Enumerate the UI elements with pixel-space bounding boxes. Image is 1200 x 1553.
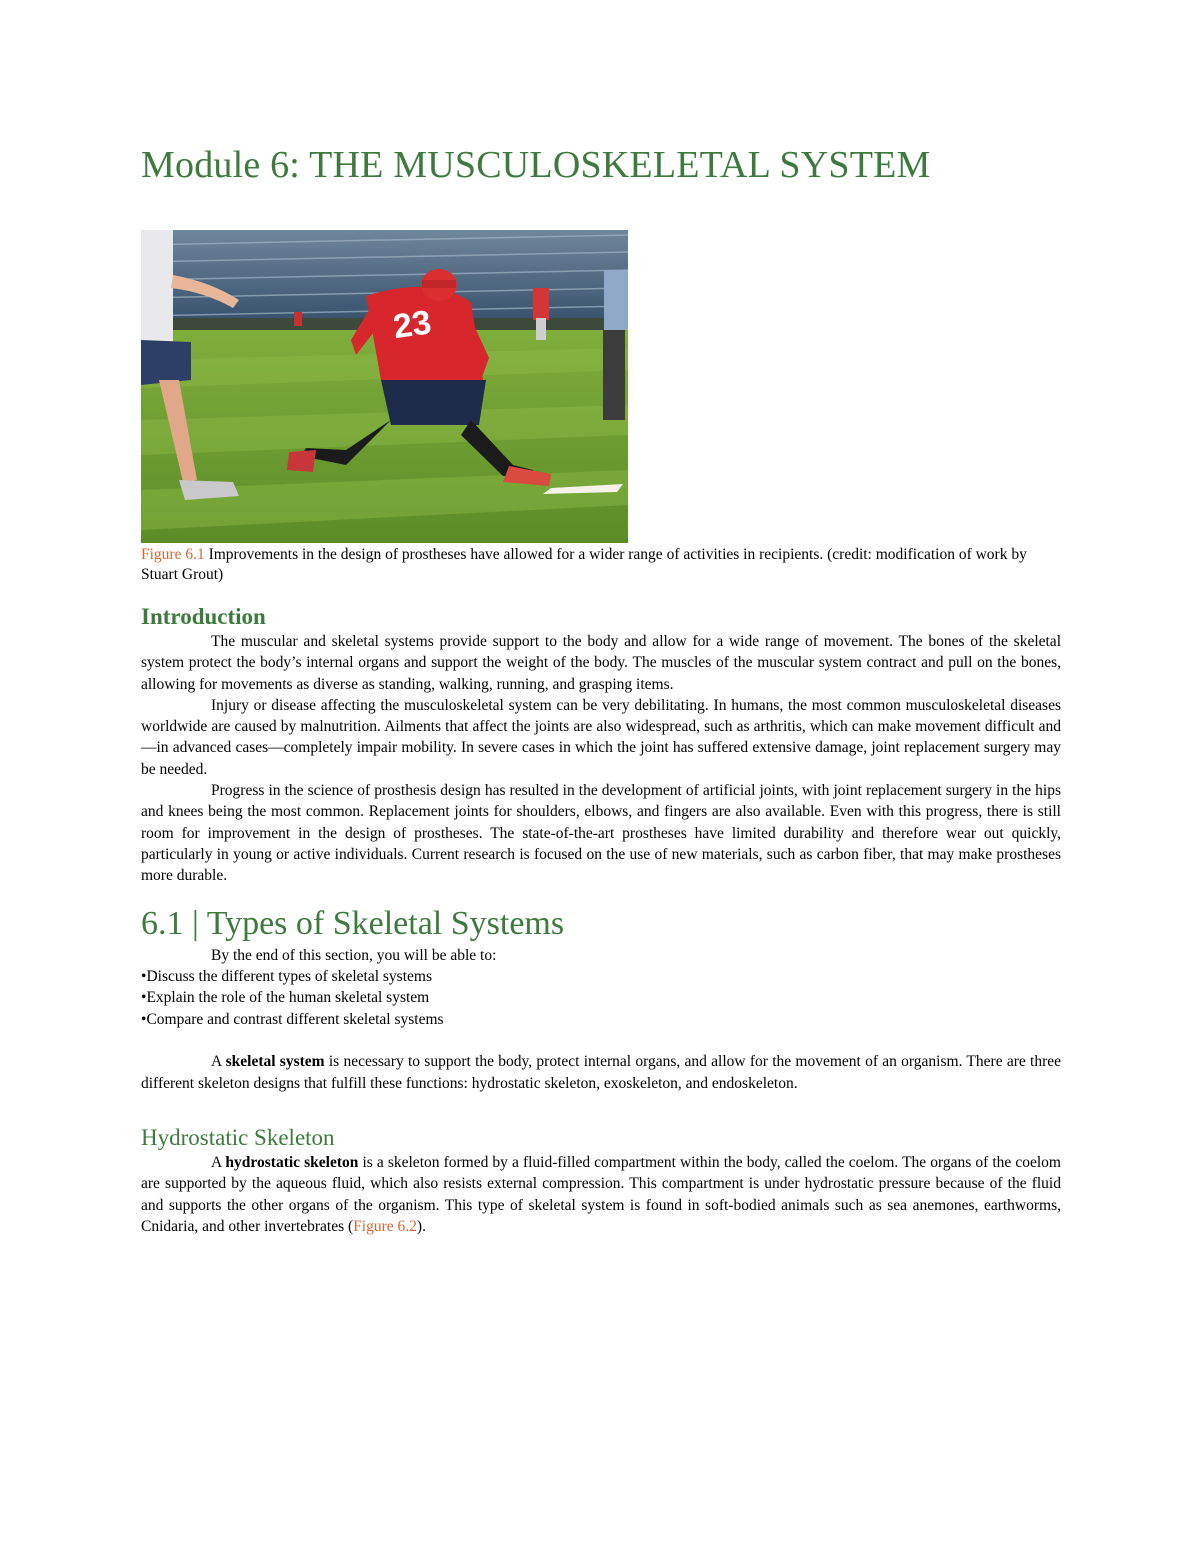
key-term-skeletal-system: skeletal system bbox=[225, 1053, 325, 1071]
objective-item: • Explain the role of the human skeletal system bbox=[141, 987, 1061, 1009]
intro-paragraph-3: Progress in the science of prosthesis design has resulted in the development of artificial joints, with joint replacement surgery in the hips and knees being the most common. Replacement joints for shoulders, elbows, and fingers are also available. Even with this progress, there is still room for improvement in the design of prostheses. The state-of-the-art prostheses have limited durability and therefore wear out quickly, particularly in young or active individuals. Current research is focused on the use of new materials, such as carbon fiber, that may make prostheses more durable. bbox=[141, 782, 1061, 885]
figure-6-1-photo bbox=[141, 230, 628, 543]
objectives-intro: By the end of this section, you will be able to: bbox=[211, 946, 497, 964]
hydrostatic-heading: Hydrostatic Skeleton bbox=[141, 1124, 335, 1150]
paragraph-text: is necessary to support the body, protect internal organs, and allow for the movement of an organism. There are three different skeleton designs that fulfill these functions: hydrostatic skeleton, exoskeleton, and endoskeleton. bbox=[141, 1053, 1062, 1092]
hydrostatic-paragraph bbox=[141, 1152, 1061, 1237]
figure-6-2-link[interactable]: Figure 6.2 bbox=[353, 1217, 417, 1235]
key-term-hydrostatic-skeleton: hydrostatic skeleton bbox=[225, 1153, 359, 1171]
objective-item: • Discuss the different types of skeletal systems bbox=[141, 966, 1061, 988]
objective-item: • Compare and contrast different skeletal systems bbox=[141, 1009, 1061, 1031]
jersey-number: 23 bbox=[390, 303, 434, 347]
skeletal-system-paragraph bbox=[141, 1051, 1061, 1094]
paragraph-text: A bbox=[211, 1153, 226, 1171]
page-content bbox=[141, 140, 1061, 1237]
figure-label: Figure 6.1 bbox=[141, 546, 205, 563]
intro-paragraph-2: Injury or disease affecting the musculoskeletal system can be very debilitating. In humans, the most common musculoskeletal diseases worldwide are caused by malnutrition. Ailments that affect the joints are also widespread, such as arthritis, which can make movement difficult and—in advanced cases—completely impair mobility. In severe cases in which the joint has suffered extensive damage, joint replacement surgery may be needed. bbox=[141, 696, 1061, 778]
learning-objectives-list bbox=[141, 966, 1061, 1031]
section-heading: 6.1 | Types of Skeletal Systems bbox=[141, 904, 565, 942]
module-title: Module 6: THE MUSCULOSKELETAL SYSTEM bbox=[141, 144, 931, 186]
baseball-prosthesis-photo bbox=[141, 230, 628, 543]
intro-paragraph-1: The muscular and skeletal systems provide support to the body and allow for a wide range of movement. The bones of the skeletal system protect the body’s internal organs and support the weight of the body. The muscles of the muscular system contract and pull on the bones, allowing for movements as diverse as standing, walking, running, and grasping items. bbox=[141, 633, 1061, 693]
figure-caption-text: Improvements in the design of prostheses have allowed for a wider range of activities in recipients. (credit: modification of work by Stuart Grout) bbox=[141, 546, 1027, 583]
paragraph-text: ). bbox=[416, 1217, 426, 1235]
introduction-heading: Introduction bbox=[141, 604, 266, 629]
paragraph-text: A bbox=[211, 1053, 226, 1071]
figure-caption bbox=[141, 545, 1061, 585]
paragraph-text: is a skeleton formed by a fluid-filled compartment within the body, called the coelom. The organs of the coelom are supported by the aqueous fluid, which also resists external compression. This compartment is under hydrostatic pressure because of the fluid and supports the other organs of the organism. This type of skeletal system is found in soft-bodied animals such as sea anemones, earthworms, Cnidaria, and other invertebrates ( bbox=[141, 1153, 1061, 1235]
